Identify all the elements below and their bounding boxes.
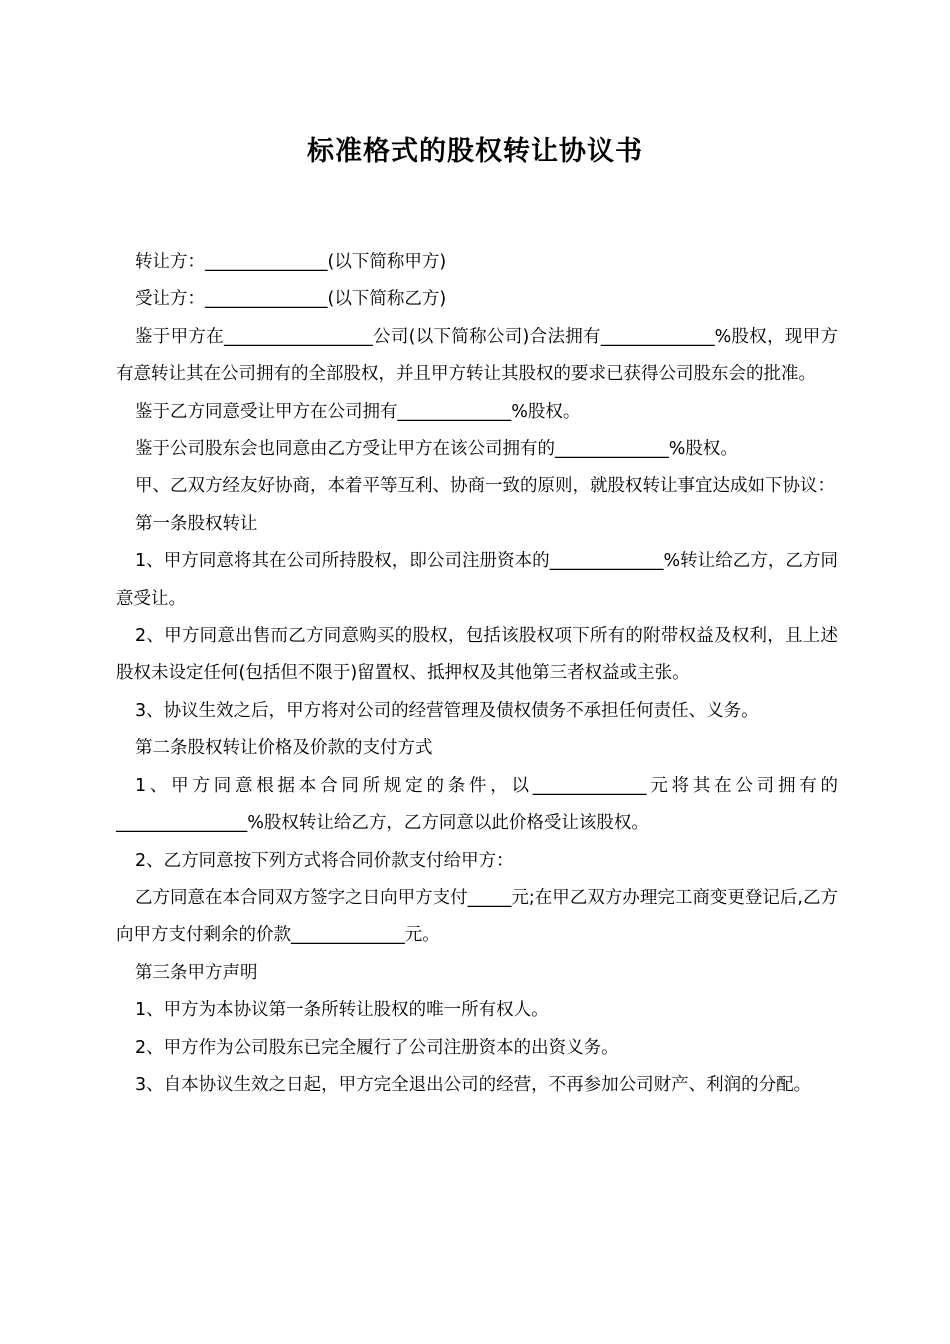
article-1-heading: 第一条股权转让 — [135, 513, 258, 534]
article-2-clause-1: 1、甲方同意根据本合同所规定的条件，以_____________元将其在公司拥有的_______________%股权转让给乙方，乙方同意以此价格受让该股权。 — [116, 775, 838, 834]
article-1-clause-2: 2、甲方同意出售而乙方同意购买的股权，包括该股权项下所有的附带权益及权利，且上述股权未设定任何(包括但不限于)留置权、抵押权及其他第三者权益或主张。 — [116, 626, 838, 684]
document-title: 标准格式的股权转让协议书 — [307, 136, 643, 167]
paragraph-transferee: 受让方：______________(以下简称乙方) — [135, 289, 447, 310]
paragraph-recital-1: 鉴于甲方在_________________公司(以下简称公司)合法拥有_____________%股权，现甲方有意转让其在公司拥有的全部股权，并且甲方转让其股权的要求已获得公司股东会的批准。 — [116, 326, 838, 385]
paragraph-recital-3: 鉴于公司股东会也同意由乙方受让甲方在该公司拥有的_____________%股权。 — [135, 439, 738, 460]
paragraph-agreement-intro: 甲、乙双方经友好协商，本着平等互利、协商一致的原则，就股权转让事宜达成如下协议： — [135, 476, 835, 497]
article-3-clause-3: 3、自本协议生效之日起，甲方完全退出公司的经营，不再参加公司财产、利润的分配。 — [135, 1074, 812, 1095]
article-3-clause-1: 1、甲方为本协议第一条所转让股权的唯一所有权人。 — [135, 1000, 549, 1021]
article-1-clause-1: 1、甲方同意将其在公司所持股权，即公司注册资本的_____________%转让给乙方，乙方同意受让。 — [116, 551, 838, 609]
paragraph-transferor: 转让方：______________(以下简称甲方) — [135, 252, 447, 272]
article-1-clause-3: 3、协议生效之后，甲方将对公司的经营管理及债权债务不承担任何责任、义务。 — [135, 700, 759, 721]
article-3-heading: 第三条甲方声明 — [135, 962, 258, 983]
article-3-clause-2: 2、甲方作为公司股东已完全履行了公司注册资本的出资义务。 — [135, 1037, 619, 1058]
article-2-heading: 第二条股权转让价格及价款的支付方式 — [135, 738, 433, 759]
paragraph-recital-2: 鉴于乙方同意受让甲方在公司拥有_____________%股权。 — [135, 401, 581, 422]
article-2-clause-2: 2、乙方同意按下列方式将合同价款支付给甲方： — [135, 850, 514, 871]
document-body — [116, 244, 838, 1104]
article-2-payment-terms: 乙方同意在本合同双方签字之日向甲方支付_____元;在甲乙双方办理完工商变更登记后,乙方向甲方支付剩余的价款_____________元。 — [116, 887, 838, 946]
